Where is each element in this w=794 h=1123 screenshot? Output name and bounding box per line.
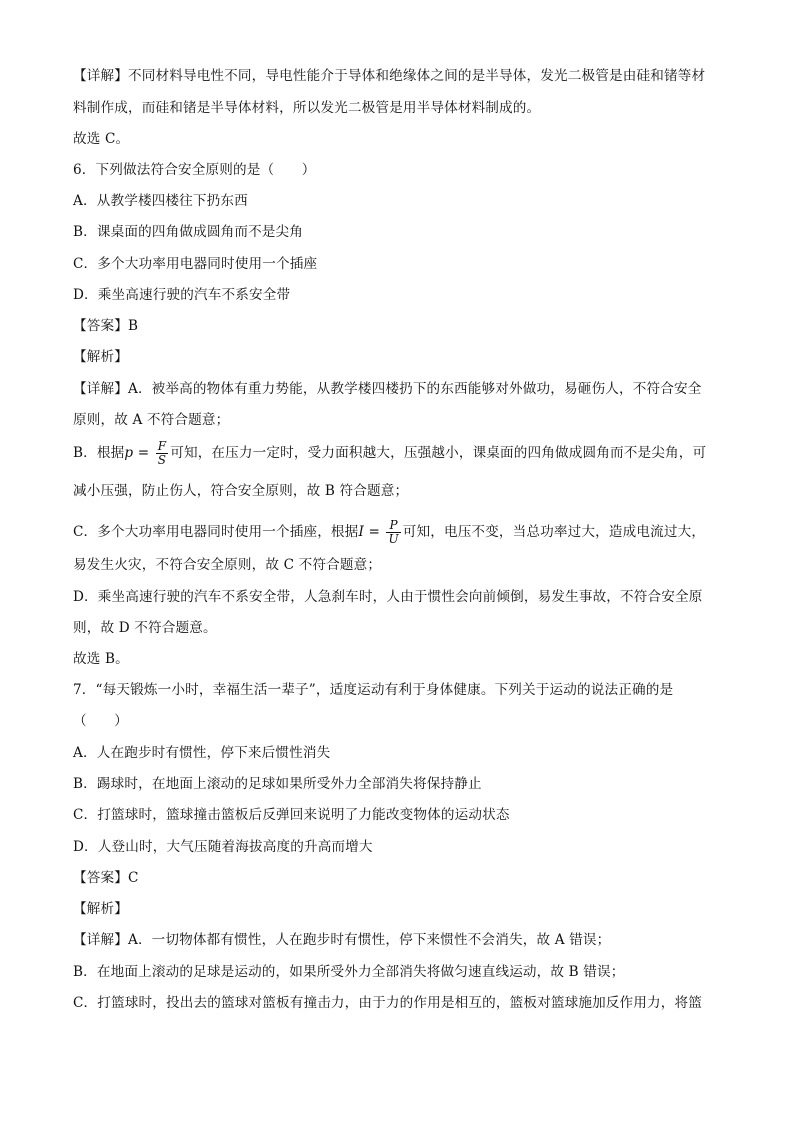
option-c: C．多个大功率用电器同时使用一个插座 (73, 256, 318, 272)
fraction-denominator: S (157, 453, 167, 467)
fraction-numerator: F (157, 439, 167, 453)
text-line: 【详解】A．被举高的物体有重力势能，从教学楼四楼扔下的东西能够对外做功，易砸伤人，不符合安全 (73, 381, 702, 397)
option-d: D．乘坐高速行驶的汽车不系安全带 (73, 287, 291, 303)
formula-equals: = (133, 445, 154, 461)
text-line: D．乘坐高速行驶的汽车不系安全带，人急刹车时，人由于惯性会向前倾倒，易发生事故，不符合安全原 (73, 589, 703, 605)
text-line: （ ） (73, 713, 128, 729)
question-7: 7．“每天锻炼一小时，幸福生活一辈子”，适度运动有利于身体健康。下列关于运动的说法正确的是 (73, 682, 674, 698)
formula-lhs: p (124, 445, 134, 461)
option-c: C．打篮球时，篮球撞击篮板后反弹回来说明了力能改变物体的运动状态 (73, 807, 510, 823)
text-line: 原则，故 A 不符合题意； (73, 412, 230, 428)
formula-equals: = (363, 524, 385, 540)
question-6: 6．下列做法符合安全原则的是（ ） (73, 162, 316, 178)
option-a: A．人在跑步时有惯性，停下来后惯性消失 (73, 745, 331, 761)
text-line: 料制作成，而硅和锗是半导体材料，所以发光二极管是用半导体材料制成的。 (73, 100, 541, 116)
analysis-label: 【解析】 (73, 901, 128, 917)
fraction-denominator: U (388, 532, 399, 546)
fraction-numerator: P (386, 519, 400, 533)
text-segment: B．根据 (73, 445, 125, 461)
text-line: 故选 C。 (73, 131, 130, 147)
text-line: B．在地面上滚动的足球是运动的，如果所受外力全部消失将做匀速直线运动，故 B 错误； (73, 964, 625, 980)
text-line-with-formula (73, 519, 705, 546)
option-b: B．课桌面的四角做成圆角而不是尖角 (73, 224, 304, 240)
option-b: B．踢球时，在地面上滚动的足球如果所受外力全部消失将保持静止 (73, 776, 482, 792)
text-line: C．打篮球时，投出去的篮球对篮板有撞击力，由于力的作用是相互的，篮板对篮球施加反作用力，将篮 (73, 995, 703, 1011)
formula-lhs: I (358, 524, 364, 540)
option-a: A．从教学楼四楼往下扔东西 (73, 193, 248, 209)
text-line: 【详解】不同材料导电性不同，导电性能介于导体和绝缘体之间的是半导体，发光二极管是由硅和锗等材 (73, 68, 706, 84)
option-d: D．人登山时，大气压随着海拔高度的升高而增大 (73, 839, 373, 855)
text-line: 减小压强，防止伤人，符合安全原则，故 B 符合题意； (73, 483, 409, 499)
text-segment: 可知，电压不变，当总功率过大，造成电流过大， (402, 524, 706, 540)
text-line: 故选 B。 (73, 651, 129, 667)
answer-label: 【答案】C (73, 870, 139, 886)
text-line: 则，故 D 不符合题意。 (73, 620, 217, 636)
current-formula-fraction (386, 519, 400, 546)
pressure-formula-fraction (156, 440, 168, 467)
text-line: 【详解】A．一切物体都有惯性，人在跑步时有惯性，停下来惯性不会消失，故 A 错误； (73, 932, 611, 948)
text-segment: 可知，在压力一定时，受力面积越大，压强越小，课桌面的四角做成圆角而不是尖角，可 (170, 445, 707, 461)
text-segment: C．多个大功率用电器同时使用一个插座，根据 (73, 524, 359, 540)
answer-label: 【答案】B (73, 318, 139, 334)
text-line-with-formula (73, 440, 706, 467)
analysis-label: 【解析】 (73, 349, 128, 365)
text-line: 易发生火灾，不符合安全原则，故 C 不符合题意； (73, 557, 382, 573)
